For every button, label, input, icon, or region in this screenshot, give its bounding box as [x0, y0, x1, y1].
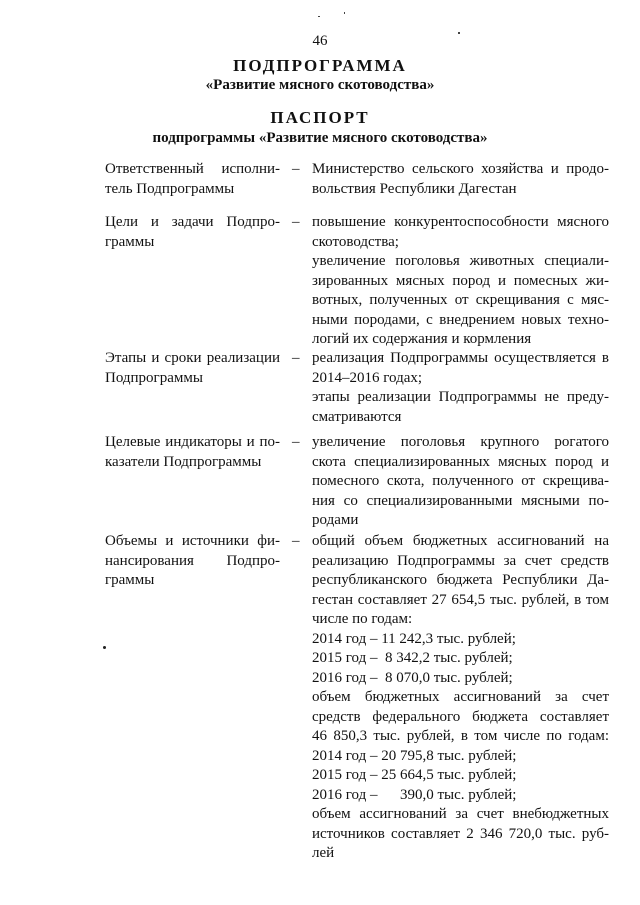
- value-line: увеличение поголовья крупного рогатого: [312, 434, 609, 450]
- value-line: логий их содержания и кормления: [312, 331, 532, 347]
- label-line: граммы: [105, 233, 155, 250]
- value-line: 2014 год – 11 242,3 тыс. рублей;: [312, 630, 516, 647]
- subprogram-title: «Развитие мясного скотоводства»: [205, 77, 435, 93]
- row-label: [105, 213, 280, 252]
- value-line: ными породами, с внедрением новых техно-: [312, 311, 609, 328]
- value-line: помесного скота, полученного от скрещива-: [312, 473, 609, 489]
- passport-subtitle: подпрограммы «Развитие мясного скотоводства»: [152, 130, 488, 146]
- row-label: [105, 532, 280, 591]
- value-line: объем бюджетных ассигнований за счет: [312, 689, 609, 705]
- row-dash: –: [292, 434, 300, 450]
- label-line: Этапы и сроки реализации: [105, 350, 280, 366]
- value-line: увеличение поголовья животных специали-: [312, 253, 609, 269]
- row-value: [312, 349, 609, 427]
- value-line: скотоводства;: [312, 233, 399, 250]
- value-line: родами: [312, 512, 359, 528]
- row-label: [105, 349, 280, 388]
- row-dash: –: [292, 533, 300, 549]
- value-line: ния со специализированными мясными по-: [312, 492, 609, 509]
- value-line: объем ассигнований за счет внебюджетных: [312, 806, 609, 822]
- value-line: этапы реализации Подпрограммы не преду-: [312, 389, 609, 405]
- page-number: 46: [312, 33, 328, 49]
- value-line: 2015 год – 8 342,2 тыс. рублей;: [312, 650, 513, 666]
- value-line: зированных мясных пород и помесных жи-: [312, 272, 609, 289]
- value-line: вольствия Республики Дагестан: [312, 180, 517, 197]
- row-dash: –: [292, 350, 300, 366]
- row-value: [312, 160, 609, 199]
- value-line: вотных, полученных от скрещивания с мяс-: [312, 292, 609, 308]
- label-line: Ответственный исполни-: [105, 161, 280, 177]
- scan-speck: [318, 16, 320, 17]
- value-line: числе по годам:: [312, 611, 413, 627]
- value-line: реализацию Подпрограммы за счет средств: [312, 552, 609, 569]
- label-line: Целевые индикаторы и по-: [105, 434, 280, 450]
- value-line: реализация Подпрограммы осуществляется в: [312, 350, 609, 366]
- row-label: [105, 160, 280, 199]
- value-line: 46 850,3 тыс. рублей, в том числе по годам:: [312, 728, 609, 744]
- value-line: сматриваются: [312, 408, 402, 425]
- value-line: республиканского бюджета Республики Да-: [312, 572, 609, 588]
- label-line: Объемы и источники фи-: [105, 533, 280, 549]
- label-line: Подпрограммы: [105, 369, 203, 386]
- row-value: [312, 532, 609, 864]
- scan-speck: [344, 12, 345, 14]
- scan-speck: [458, 32, 460, 34]
- value-line: средств федерального бюджета составляет: [312, 708, 609, 725]
- value-line: источников составляет 2 346 720,0 тыс. руб-: [312, 825, 609, 842]
- value-line: скота специализированных мясных пород и: [312, 453, 609, 470]
- row-label: [105, 433, 280, 472]
- label-line: граммы: [105, 572, 155, 588]
- row-dash: –: [292, 161, 300, 177]
- value-line: общий объем бюджетных ассигнований на: [312, 533, 609, 549]
- value-line: 2014–2016 годах;: [312, 369, 423, 386]
- label-line: казатели Подпрограммы: [105, 453, 262, 470]
- value-line: 2015 год – 25 664,5 тыс. рублей;: [312, 767, 517, 783]
- value-line: лей: [312, 845, 335, 861]
- value-line: 2014 год – 20 795,8 тыс. рублей;: [312, 747, 517, 764]
- row-value: [312, 213, 609, 350]
- row-dash: –: [292, 214, 300, 230]
- label-line: нансирования Подпро-: [105, 552, 280, 569]
- row-value: [312, 433, 609, 531]
- subprogram-heading: ПОДПРОГРАММА: [233, 56, 407, 75]
- value-line: 2016 год – 8 070,0 тыс. рублей;: [312, 669, 513, 686]
- passport-heading: ПАСПОРТ: [270, 108, 370, 127]
- value-line: 2016 год – 390,0 тыс. рублей;: [312, 786, 517, 803]
- label-line: Цели и задачи Подпро-: [105, 214, 280, 230]
- scan-dot: [103, 646, 106, 649]
- value-line: Министерство сельского хозяйства и продо-: [312, 161, 609, 177]
- value-line: гестан составляет 27 654,5 тыс. рублей, в том: [312, 591, 609, 608]
- label-line: тель Подпрограммы: [105, 180, 235, 197]
- value-line: повышение конкурентоспособности мясного: [312, 214, 609, 230]
